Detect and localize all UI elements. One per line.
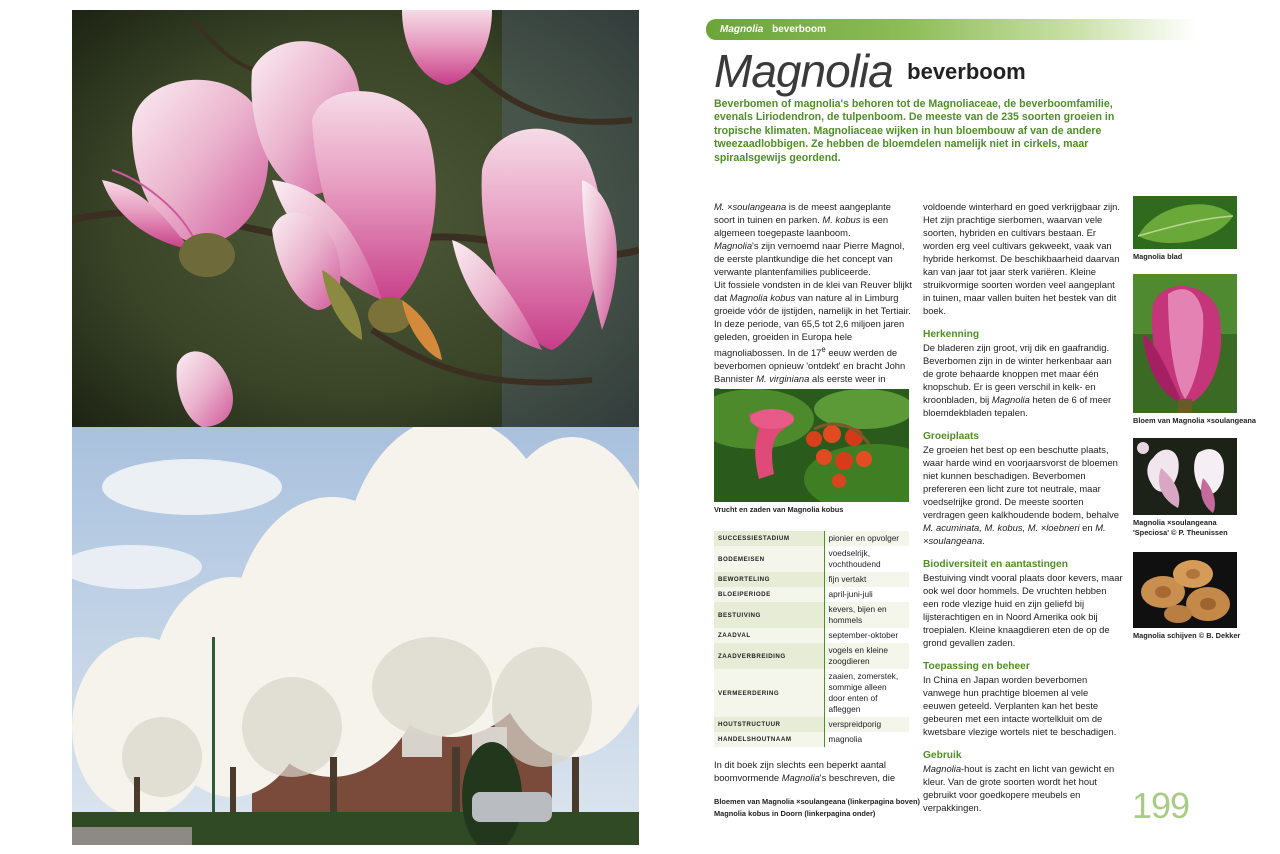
property-key: VERMEERDERING [714, 669, 824, 717]
table-row [714, 587, 909, 602]
text-span: is een algemeen toegepaste laanboom. [714, 214, 889, 238]
left-page-captions [714, 796, 934, 820]
property-value: voedselrijk, vochthoudend [824, 546, 909, 572]
caption-bottom-photo: Magnolia kobus in Doorn (linkerpagina onder) [714, 809, 876, 818]
intro-paragraph: Beverbomen of magnolia's behoren tot de Magnoliaceae, de beverboomfamilie, evenals Liriodendron, de tulpenboom. De meeste van de 235 soorten groeien in tropische klimaten. Magnoliaceae wijken in hun bloembouw af van de andere tweezaadlobbigen. Ze hebben de bloemdelen namelijk niet in cirkels, maar spiraalsgewijs geordend. [714, 98, 1115, 164]
heading-toepassing: Toepassing en beheer [923, 661, 1030, 672]
table-row [714, 717, 909, 732]
caption-speciosa-line2: 'Speciosa' © P. Theunissen [1133, 528, 1228, 537]
photo-leaf [1133, 196, 1237, 249]
text-span: In dit boek zijn slechts een beperkt aantal boomvormende [714, 759, 886, 783]
caption-leaf: Magnolia blad [1133, 252, 1183, 261]
table-row [714, 643, 909, 669]
col1-paragraph-1 [714, 200, 912, 239]
property-value: september-oktober [824, 628, 909, 643]
text-span: als eerste weer in [811, 373, 886, 385]
property-key: ZAADVAL [714, 628, 824, 643]
property-key: BLOEIPERIODE [714, 587, 824, 602]
property-key: HOUTSTRUCTUUR [714, 717, 824, 732]
genus-name: Magnolia [991, 394, 1030, 405]
photo-fruit-seeds [714, 389, 909, 502]
table-row [714, 546, 909, 572]
heading-herkenning: Herkenning [923, 329, 980, 340]
title-common-name: beverboom [907, 59, 1026, 84]
photo-magnolia-flowers [72, 10, 639, 427]
table-row [714, 628, 909, 643]
caption-wood: Magnolia schijven © B. Dekker [1133, 631, 1241, 640]
photo-flower [1133, 274, 1237, 413]
title-genus: Magnolia [714, 45, 893, 97]
text-span: 's beschreven, die [819, 772, 896, 783]
caption-speciosa [1133, 518, 1263, 538]
heading-gebruik: Gebruik [923, 750, 962, 761]
header-common-name: beverboom [772, 24, 827, 35]
col1-paragraph-2 [714, 239, 912, 278]
chapter-header-bar [706, 19, 1196, 40]
table-row [714, 531, 909, 546]
paragraph-groeiplaats [923, 443, 1123, 547]
text-column-1 [714, 200, 912, 398]
text-span: . [982, 535, 985, 546]
property-key: SUCCESSIESTADIUM [714, 531, 824, 546]
text-span: Uit fossiele vondsten in de klei van Reuver blijkt dat [714, 279, 913, 303]
caption-top-photo: Bloemen van Magnolia ×soulangeana (linkerpagina boven) [714, 797, 920, 806]
photo-speciosa [1133, 438, 1237, 515]
text-span: eeuw werden de beverbomen opnieuw 'ontdekt' en bracht John Bannister [714, 347, 906, 385]
table-row [714, 572, 909, 587]
property-value: verspreidporig [824, 717, 909, 732]
properties-table [714, 531, 909, 747]
continuation-paragraph [714, 758, 912, 784]
caption-flower: Bloem van Magnolia ×soulangeana [1133, 416, 1257, 425]
text-span: De bladeren zijn groot, vrij dik en gaafrandig. Beverbomen zijn in de winter herkenbaar aan de grote behaarde knoppen met maar één knopschub. Er is geen verschil in kelk- en kroonbladen, bij [923, 342, 1112, 405]
property-value: kevers, bijen en hommels [824, 602, 909, 628]
property-value: fijn vertakt [824, 572, 909, 587]
genus-name: Magnolia [714, 240, 753, 251]
paragraph-gebruik [923, 762, 1123, 814]
paragraph-herkenning [923, 341, 1123, 419]
text-column-2 [923, 200, 1123, 814]
heading-biodiversiteit: Biodiversiteit en aantastingen [923, 559, 1068, 570]
col2-paragraph-1: voldoende winterhard en goed verkrijgbaar zijn. Het zijn prachtige sierbomen, waarvan vele soorten, hybriden en cultivars bestaan. Er worden erg veel cultivars gekweekt, vaak van hybride herkomst. De beschikbaarheid daarvan kan van jaar tot jaar sterk variëren. Kleine struikvormige soorten worden veel aangeplant in tuinen, maar vallen buiten het bestek van dit boek. [923, 201, 1120, 316]
genus-name: Magnolia [781, 772, 820, 783]
table-row [714, 602, 909, 628]
property-value: pionier en opvolger [824, 531, 909, 546]
paragraph-toepassing: In China en Japan worden beverbomen vanwege hun prachtige bloemen al vele eeuwen geteeld. Verplanten kan het beste gebeuren met een intacte wortelkluit om de kwetsbare vlezige wortels niet te beschadigen. [923, 674, 1117, 737]
property-key: HANDELSHOUTNAAM [714, 732, 824, 747]
caption-fruit: Vrucht en zaden van Magnolia kobus [714, 505, 844, 514]
header-genus: Magnolia [720, 24, 764, 35]
property-key: ZAADVERBREIDING [714, 643, 824, 669]
property-key: BESTUIVING [714, 602, 824, 628]
species-name: Magnolia kobus [729, 292, 796, 303]
photo-wood-slices [1133, 552, 1237, 628]
text-span: 's zijn vernoemd naar Pierre Magnol, de eerste plantkundige die het concept van verwante plantenfamilies publiceerde. [714, 240, 905, 277]
species-name: M. ×soulangeana [923, 522, 1106, 546]
superscript: e [821, 345, 826, 354]
text-span: en [1079, 522, 1096, 533]
genus-name: Magnolia [923, 763, 962, 774]
text-span: -hout is zacht en licht van gewicht en kleur. Van de grote soorten wordt het hout gebruikt voor goedkopere meubels en verpakkingen. [923, 763, 1115, 813]
species-name: M. ×soulangeana [714, 201, 787, 212]
text-span: Ze groeien het best op een beschutte plaats, waar harde wind en voorjaarsvorst de bloemen niet kunnen beschadigen. Beverbomen prefereren een licht zure tot neutrale, maar voedselrijke grond. De meeste soorten verdragen geen kalkhoudende bodem, behalve [923, 444, 1119, 520]
property-value: magnolia [824, 732, 909, 747]
property-value: april-juni-juli [824, 587, 909, 602]
photo-magnolia-trees [72, 427, 639, 845]
species-name: M. virginiana [756, 373, 810, 385]
property-key: BODEMEISEN [714, 546, 824, 572]
text-span: heten de 6 of meer bloemdekbladen tepalen. [923, 394, 1112, 418]
property-value: zaaien, zomerstek, sommige alleen door enten of afleggen [824, 669, 909, 717]
table-row [714, 732, 909, 747]
paragraph-biodiversiteit: Bestuiving vindt vooral plaats door kevers, maar ook wel door hommels. De vruchten hebben een rode vlezige huid en zijn geliefd bij lijsterachtigen en in Noord Amerika ook bij troepialen. Kleine knaagdieren eten de op de grond gevallen zaden. [923, 572, 1123, 648]
caption-speciosa-line1: Magnolia ×soulangeana [1133, 518, 1217, 527]
col1-paragraph-3 [714, 278, 912, 398]
property-value: vogels en kleine zoogdieren [824, 643, 909, 669]
page-title [714, 44, 1026, 97]
page-number: 199 [1132, 785, 1190, 826]
text-span: is de meest aangeplante soort in tuinen en parken. [714, 201, 891, 225]
heading-groeiplaats: Groeiplaats [923, 431, 980, 442]
species-name: M. acuminata, M. kobus, M. ×loebneri [923, 522, 1080, 533]
text-span: van nature al in Limburg groeide vóór de ijstijden, namelijk in het Tertiair. In deze periode, van 65,5 tot 2,6 miljoen jaren geleden, groeiden in Europa hele magnoliabossen. In de 17 [714, 292, 911, 359]
species-name: M. kobus [822, 214, 861, 225]
property-key: BEWORTELING [714, 572, 824, 587]
table-row [714, 669, 909, 717]
